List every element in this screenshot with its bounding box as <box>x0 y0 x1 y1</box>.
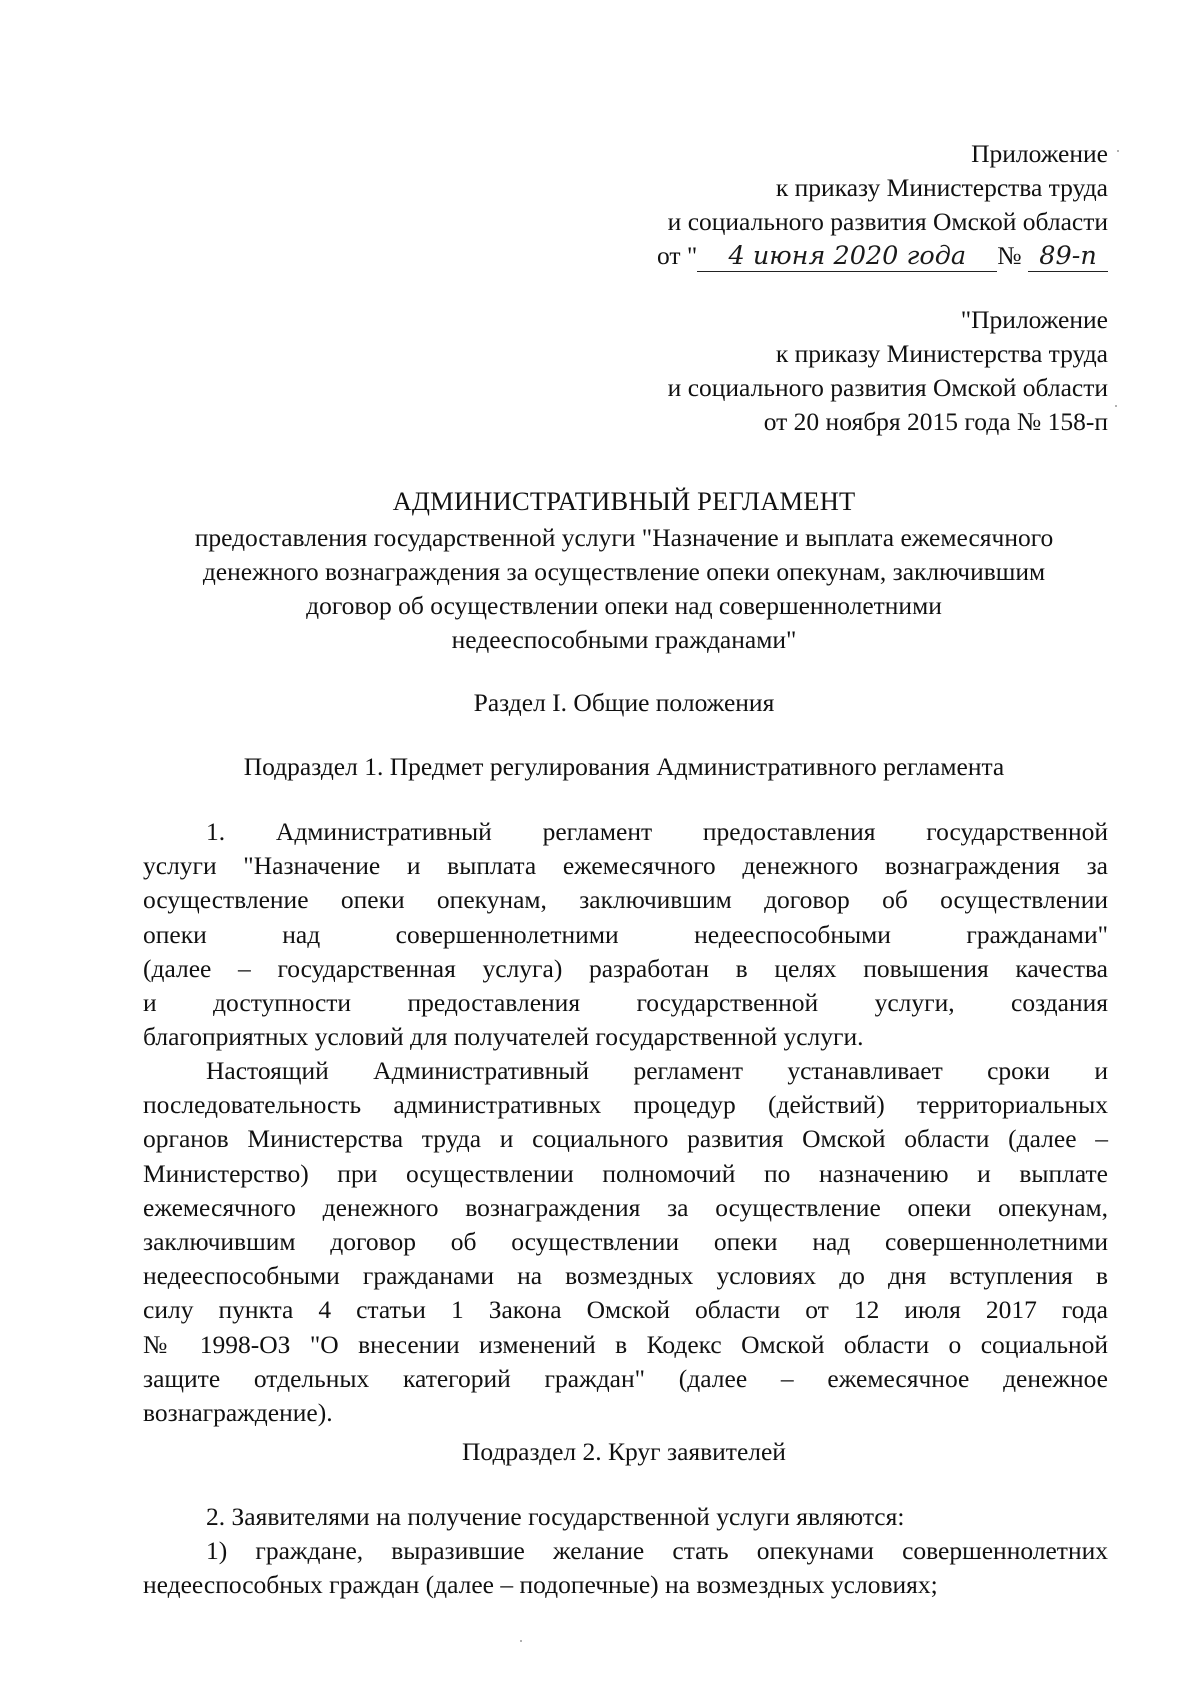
paragraph-1 <box>143 815 1108 1054</box>
old-appendix-label: "Приложение <box>960 305 1108 334</box>
old-appendix-date-line: от 20 ноября 2015 года № 158-п <box>763 407 1108 436</box>
paragraph-3-line: недееспособных граждан (далее – подопечные) на возмездных условиях; <box>143 1570 938 1600</box>
appendix-order-line: к приказу Министерства труда <box>775 173 1108 202</box>
handwritten-date: 4 июня 2020 года <box>697 241 997 272</box>
paragraph-2-line: защите отдельных категорий граждан" (далее – ежемесячное денежное <box>143 1363 1108 1393</box>
subsection-heading-1: Подраздел 1. Предмет регулирования Административного регламента <box>243 752 1005 781</box>
title-subline-4: недееспособными гражданами" <box>451 625 797 654</box>
paragraph-1-line: (далее – государственная услуга) разработан в целях повышения качества <box>143 953 1108 983</box>
paragraph-2-line: органов Министерства труда и социального развития Омской области (далее – <box>143 1124 1108 1154</box>
paragraph-1-line: осуществление опеки опекунам, заключившим договор об осуществлении <box>143 885 1108 915</box>
paragraph-3-line: 2. Заявителями на получение государственной услуги являются: <box>206 1502 905 1531</box>
paragraph-1-line: благоприятных условий для получателей государственной услуги. <box>143 1022 864 1052</box>
title-subline-2: денежного вознаграждения за осуществление опеки опекунам, заключившим <box>202 557 1046 586</box>
old-appendix-order-line: к приказу Министерства труда <box>775 339 1108 368</box>
handwritten-number: 89-п <box>1028 241 1108 272</box>
paragraph-1-line: услуги "Назначение и выплата ежемесячного денежного вознаграждения за <box>143 851 1108 881</box>
paragraph-2-line: ежемесячного денежного вознаграждения за осуществление опеки опекунам, <box>143 1192 1108 1222</box>
number-prefix: № <box>997 241 1022 270</box>
paragraph-1-line: и доступности предоставления государственной услуги, создания <box>143 988 1108 1018</box>
paragraph-2-line: Настоящий Административный регламент устанавливает сроки и <box>206 1056 1108 1085</box>
paragraph-1-line: 1. Административный регламент предоставления государственной <box>206 817 1108 846</box>
title-subline-3: договор об осуществлении опеки над совершеннолетними <box>306 591 942 620</box>
date-prefix: от " <box>656 241 698 270</box>
document-title: АДМИНИСТРАТИВНЫЙ РЕГЛАМЕНТ <box>392 486 856 516</box>
paragraph-2-line: последовательность административных процедур (действий) территориальных <box>143 1090 1108 1120</box>
appendix-date-line <box>657 239 1108 273</box>
appendix-label: Приложение <box>971 139 1108 168</box>
scan-speck <box>520 1640 522 1642</box>
title-subline-1: предоставления государственной услуги "Назначение и выплата ежемесячного <box>194 523 1054 552</box>
scan-speck <box>1115 405 1117 407</box>
paragraph-3-line: 1) граждане, выразившие желание стать опекунами совершеннолетних <box>206 1536 1108 1566</box>
scan-speck <box>1117 150 1119 152</box>
old-appendix-ministry-line: и социального развития Омской области <box>667 373 1108 402</box>
paragraph-2 <box>143 1054 1108 1430</box>
section-heading: Раздел I. Общие положения <box>473 688 775 717</box>
paragraph-2-line: заключившим договор об осуществлении опеки над совершеннолетними <box>143 1227 1108 1257</box>
paragraph-2-line: недееспособными гражданами на возмездных условиях до дня вступления в <box>143 1261 1108 1291</box>
appendix-ministry-line: и социального развития Омской области <box>667 207 1108 236</box>
paragraph-3 <box>143 1500 1108 1603</box>
paragraph-2-line: вознаграждение). <box>143 1398 333 1428</box>
paragraph-2-line: силу пункта 4 статьи 1 Закона Омской области от 12 июля 2017 года <box>143 1295 1108 1325</box>
paragraph-2-line: № 1998-ОЗ "О внесении изменений в Кодекс Омской области о социальной <box>143 1329 1108 1359</box>
subsection-heading-2: Подраздел 2. Круг заявителей <box>462 1437 786 1466</box>
paragraph-2-line: Министерство) при осуществлении полномочий по назначению и выплате <box>143 1158 1108 1188</box>
paragraph-1-line: опеки над совершеннолетними недееспособными гражданами" <box>143 919 1108 949</box>
